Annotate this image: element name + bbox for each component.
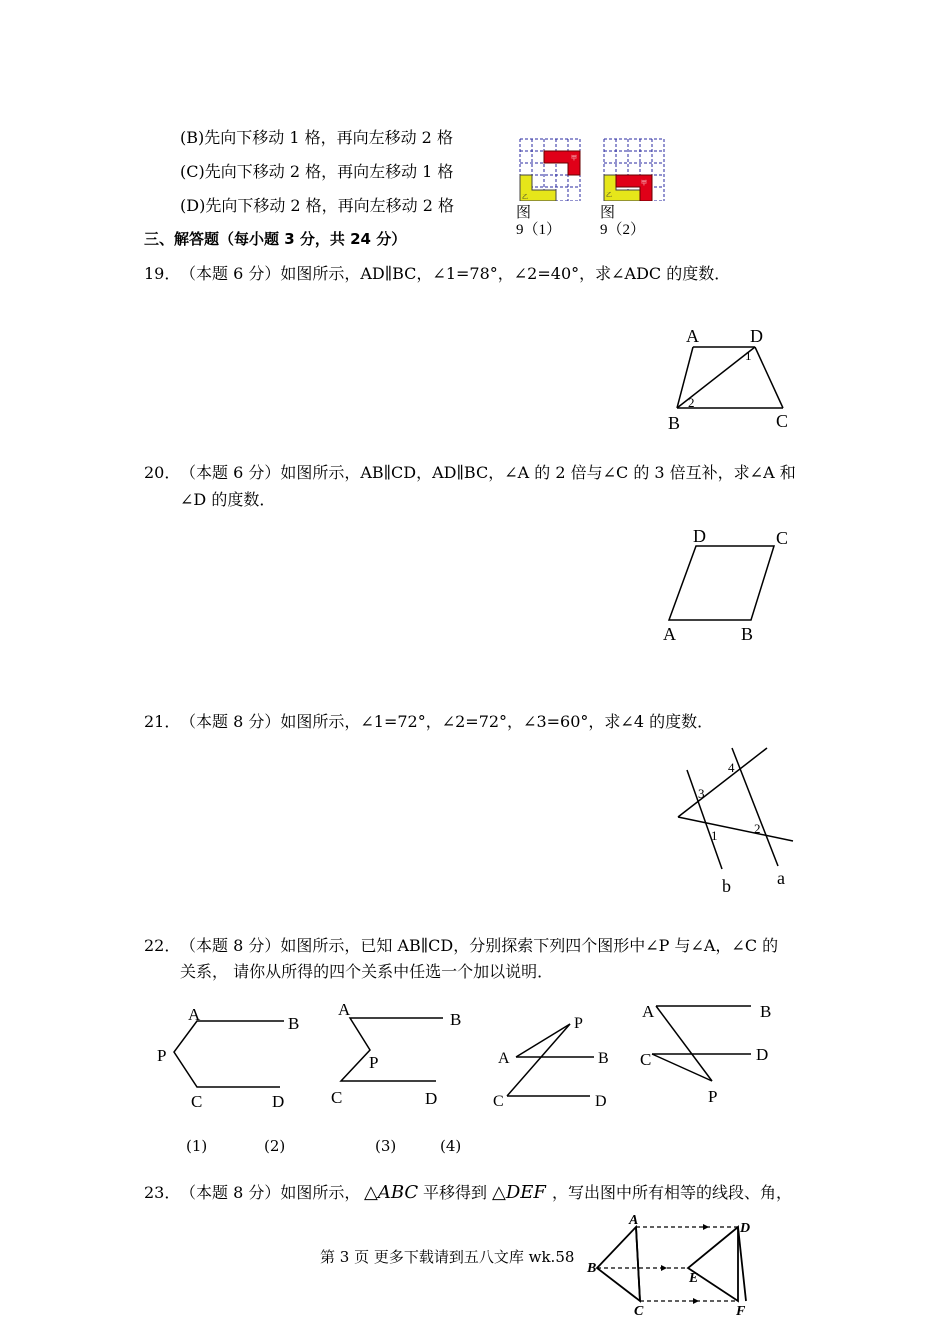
q22-number: 22． bbox=[144, 936, 181, 955]
q22-caption-4: (4) bbox=[440, 1137, 462, 1155]
yellow-shape-label: 乙 bbox=[606, 193, 613, 199]
fig2-caption-bottom: 9（2） bbox=[600, 222, 646, 238]
q22-caption-1: (1) bbox=[186, 1137, 208, 1155]
q19-text: （本题 6 分）如图所示，AD∥BC，∠1=78°，∠2=40°，求∠ADC 的度数． bbox=[180, 264, 731, 283]
q21-num-4: 4 bbox=[728, 760, 735, 775]
option-c: (C)先向下移动 2 格，再向左移动 1 格 bbox=[180, 162, 454, 181]
q21-number: 21． bbox=[144, 712, 181, 731]
grid-figure-9-1 bbox=[514, 134, 590, 238]
q19-angle-1: 1 bbox=[745, 348, 752, 363]
q22-f2-label-p: P bbox=[369, 1053, 379, 1072]
q20-number: 20． bbox=[144, 463, 181, 482]
q23-text-c: ，写出图中所有相等的线段、角， bbox=[552, 1183, 793, 1202]
q20-label-d: D bbox=[693, 526, 706, 546]
q23-figure bbox=[585, 1212, 765, 1340]
grid-figure-9-2 bbox=[598, 134, 674, 238]
q21-text: （本题 8 分）如图所示，∠1=72°，∠2=72°，∠3=60°，求∠4 的度数． bbox=[180, 712, 714, 731]
q22-f2-label-c: C bbox=[331, 1088, 343, 1107]
q20-label-a: A bbox=[663, 624, 676, 644]
q23-number: 23． bbox=[144, 1183, 181, 1202]
q21-num-1: 1 bbox=[711, 828, 718, 843]
q22-f3-label-p: P bbox=[574, 1015, 583, 1032]
q21-figure bbox=[670, 740, 800, 900]
q22-line1: （本题 8 分）如图所示，已知 AB∥CD，分别探索下列四个图形中∠P 与∠A，∠C 的 bbox=[180, 936, 779, 955]
fig1-caption-bottom: 9（1） bbox=[516, 222, 562, 238]
q23-text-b: 平移得到 bbox=[423, 1183, 488, 1202]
q22-f1-label-p: P bbox=[157, 1046, 167, 1065]
q22-f1-label-a: A bbox=[188, 1005, 201, 1024]
red-shape-label: 甲 bbox=[571, 156, 578, 162]
q23-label-b: B bbox=[587, 1261, 597, 1276]
q19-label-a: A bbox=[686, 326, 699, 346]
q22-f4-label-b: B bbox=[760, 1002, 772, 1021]
q22-figure-4 bbox=[635, 995, 785, 1115]
q22-caption-3: (3) bbox=[375, 1137, 397, 1155]
q22-f4-label-d: D bbox=[756, 1045, 769, 1064]
q21-label-a: a bbox=[777, 868, 785, 888]
option-b: (B)先向下移动 1 格，再向左移动 2 格 bbox=[180, 128, 453, 147]
q23-label-a: A bbox=[629, 1213, 639, 1228]
fig1-caption-top: 图 bbox=[516, 205, 532, 221]
q22-figure-2 bbox=[325, 995, 475, 1115]
fig2-caption-top: 图 bbox=[600, 205, 616, 221]
q20-line1: （本题 6 分）如图所示，AB∥CD，AD∥BC，∠A 的 2 倍与∠C 的 3 倍互补，求∠A 和 bbox=[180, 463, 796, 482]
q22-f4-label-c: C bbox=[640, 1050, 652, 1069]
option-d: (D)先向下移动 2 格，再向左移动 2 格 bbox=[180, 196, 455, 215]
q22-figure-1 bbox=[150, 995, 310, 1115]
q23-label-f: F bbox=[736, 1304, 746, 1319]
q22-f2-label-b: B bbox=[450, 1010, 462, 1029]
q22-figure-3 bbox=[490, 1000, 620, 1115]
q22-f1-label-c: C bbox=[191, 1092, 203, 1111]
q23-label-c: C bbox=[634, 1304, 644, 1319]
q23-label-d: D bbox=[740, 1221, 751, 1236]
q22-f3-label-d: D bbox=[595, 1093, 607, 1110]
q21-num-2: 2 bbox=[754, 821, 761, 836]
q20-figure bbox=[655, 524, 795, 648]
q22-line2: 关系， 请你从所得的四个关系中任选一个加以说明． bbox=[180, 962, 554, 981]
q20-label-b: B bbox=[741, 624, 754, 644]
q20-label-c: C bbox=[776, 528, 789, 548]
q22-f4-label-a: A bbox=[642, 1002, 655, 1021]
page-footer: 第 3 页 更多下载请到五八文库 wk.58 bbox=[320, 1248, 575, 1266]
q19-angle-2: 2 bbox=[688, 395, 695, 410]
q22-f3-label-c: C bbox=[493, 1093, 504, 1110]
q19-label-d: D bbox=[750, 326, 763, 346]
red-shape bbox=[544, 151, 580, 175]
q21-label-b: b bbox=[722, 876, 731, 896]
q23-triangle-abc: △ABC bbox=[364, 1182, 419, 1203]
q19-label-b: B bbox=[668, 413, 681, 433]
q22-f3-label-b: B bbox=[598, 1050, 609, 1067]
red-shape-label: 甲 bbox=[641, 181, 648, 187]
q22-f4-label-p: P bbox=[708, 1087, 718, 1106]
q22-f2-label-a: A bbox=[338, 1000, 351, 1019]
q22-f2-label-d: D bbox=[425, 1089, 438, 1108]
q22-caption-2: (2) bbox=[264, 1137, 286, 1155]
q23-label-e: E bbox=[689, 1271, 699, 1286]
q22-f1-label-b: B bbox=[288, 1014, 300, 1033]
q23-text-a: （本题 8 分）如图所示， bbox=[180, 1183, 361, 1202]
section-title: 三、解答题（每小题 3 分，共 24 分） bbox=[144, 230, 407, 248]
q22-f3-label-a: A bbox=[498, 1050, 510, 1067]
q19-label-c: C bbox=[776, 411, 789, 431]
q19-figure bbox=[660, 320, 800, 440]
q21-num-3: 3 bbox=[698, 786, 705, 801]
q19-number: 19． bbox=[144, 264, 181, 283]
q23-triangle-def: △DEF bbox=[492, 1182, 546, 1203]
q22-f1-label-d: D bbox=[272, 1092, 285, 1111]
q20-line2: ∠D 的度数． bbox=[180, 490, 276, 509]
yellow-shape-label: 乙 bbox=[522, 195, 529, 201]
